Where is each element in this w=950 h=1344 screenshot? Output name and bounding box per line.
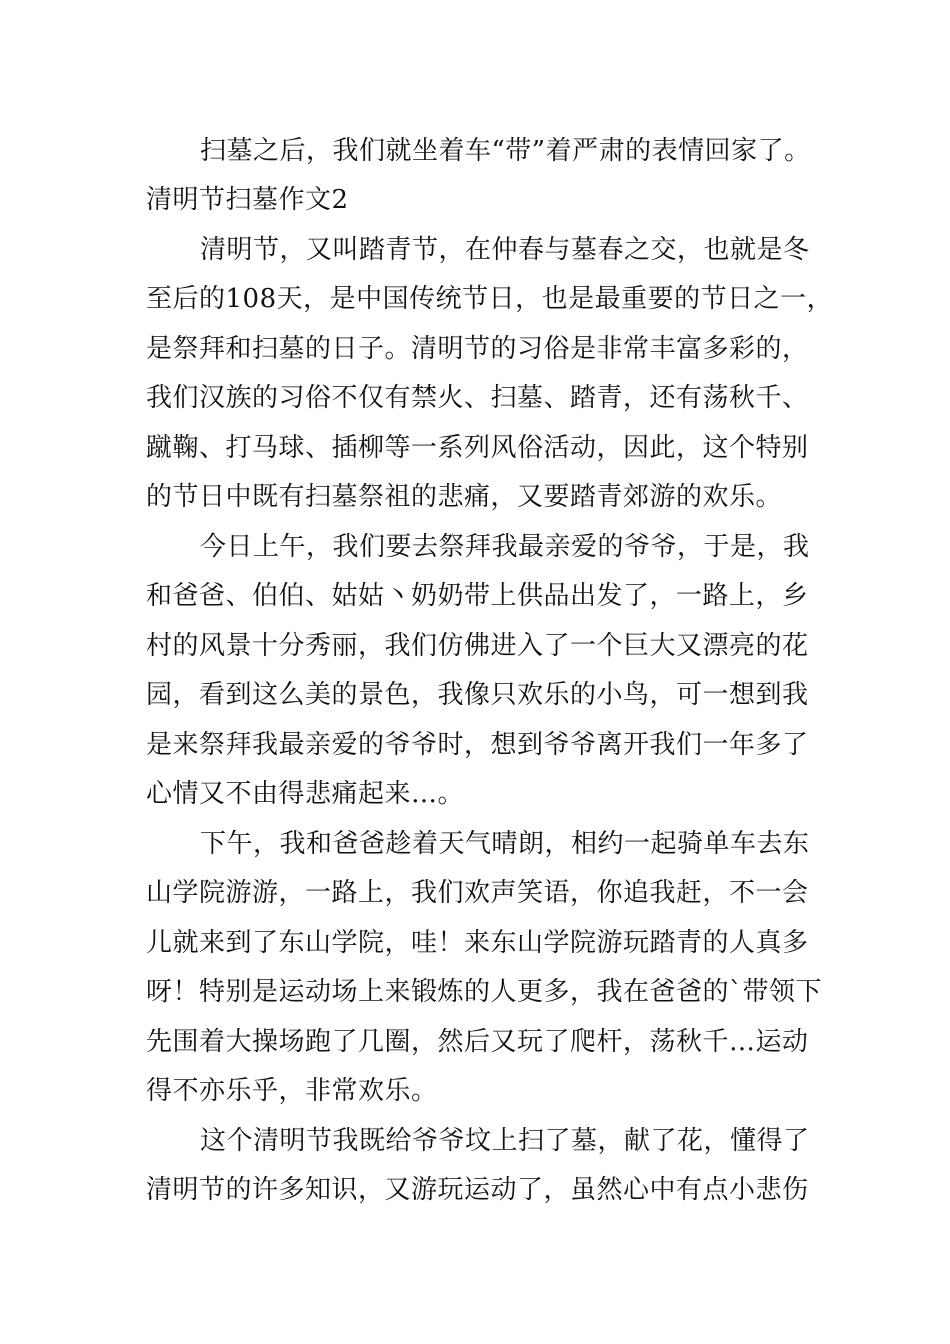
section-heading: 清明节扫墓作文2 [146, 185, 349, 215]
paragraph-line: 的节日中既有扫墓祭祖的悲痛，又要踏青郊游的欢乐。 [146, 482, 783, 512]
paragraph-line: 下午，我和爸爸趁着天气晴朗，相约一起骑单车去东 [200, 829, 810, 859]
paragraph-line: 这个清明节我既给爷爷坟上扫了墓，献了花，懂得了 [200, 1126, 810, 1156]
paragraph-line: 是祭拜和扫墓的日子。清明节的习俗是非常丰富多彩的， [146, 334, 809, 364]
paragraph-line: 清明节的许多知识，又游玩运动了，虽然心中有点小悲伤 [146, 1175, 809, 1205]
paragraph-line: 得不亦乐乎，非常欢乐。 [146, 1076, 438, 1106]
paragraph-line: 是来祭拜我最亲爱的爷爷时，想到爷爷离开我们一年多了 [146, 730, 809, 760]
paragraph-line: 先围着大操场跑了几圈，然后又玩了爬杆，荡秋千…运动 [146, 1027, 809, 1057]
paragraph-line: 清明节，又叫踏青节，在仲春与墓春之交，也就是冬 [200, 235, 810, 265]
paragraph-line: 今日上午，我们要去祭拜我最亲爱的爷爷，于是，我 [200, 532, 810, 562]
paragraph-line: 蹴鞠、打马球、插柳等一系列风俗活动，因此，这个特别 [146, 433, 809, 463]
paragraph-line: 和爸爸、伯伯、姑姑丶奶奶带上供品出发了，一路上，乡 [146, 581, 809, 611]
paragraph-line: 呀！特别是运动场上来锻炼的人更多，我在爸爸的`带领下 [146, 977, 823, 1007]
paragraph-line: 山学院游游，一路上，我们欢声笑语，你追我赶，不一会 [146, 878, 809, 908]
paragraph-line: 心情又不由得悲痛起来…。 [146, 779, 465, 809]
paragraph-line: 村的风景十分秀丽，我们仿佛进入了一个巨大又漂亮的花 [146, 631, 809, 661]
paragraph-line: 至后的108天，是中国传统节日，也是最重要的节日之一， [146, 284, 834, 314]
paragraph-line: 园，看到这么美的景色，我像只欢乐的小鸟，可一想到我 [146, 680, 809, 710]
paragraph-line: 儿就来到了东山学院，哇！来东山学院游玩踏青的人真多 [146, 928, 809, 958]
paragraph-line: 扫墓之后，我们就坐着车“带”着严肃的表情回家了。 [200, 136, 811, 166]
paragraph-line: 我们汉族的习俗不仅有禁火、扫墓、踏青，还有荡秋千、 [146, 383, 809, 413]
